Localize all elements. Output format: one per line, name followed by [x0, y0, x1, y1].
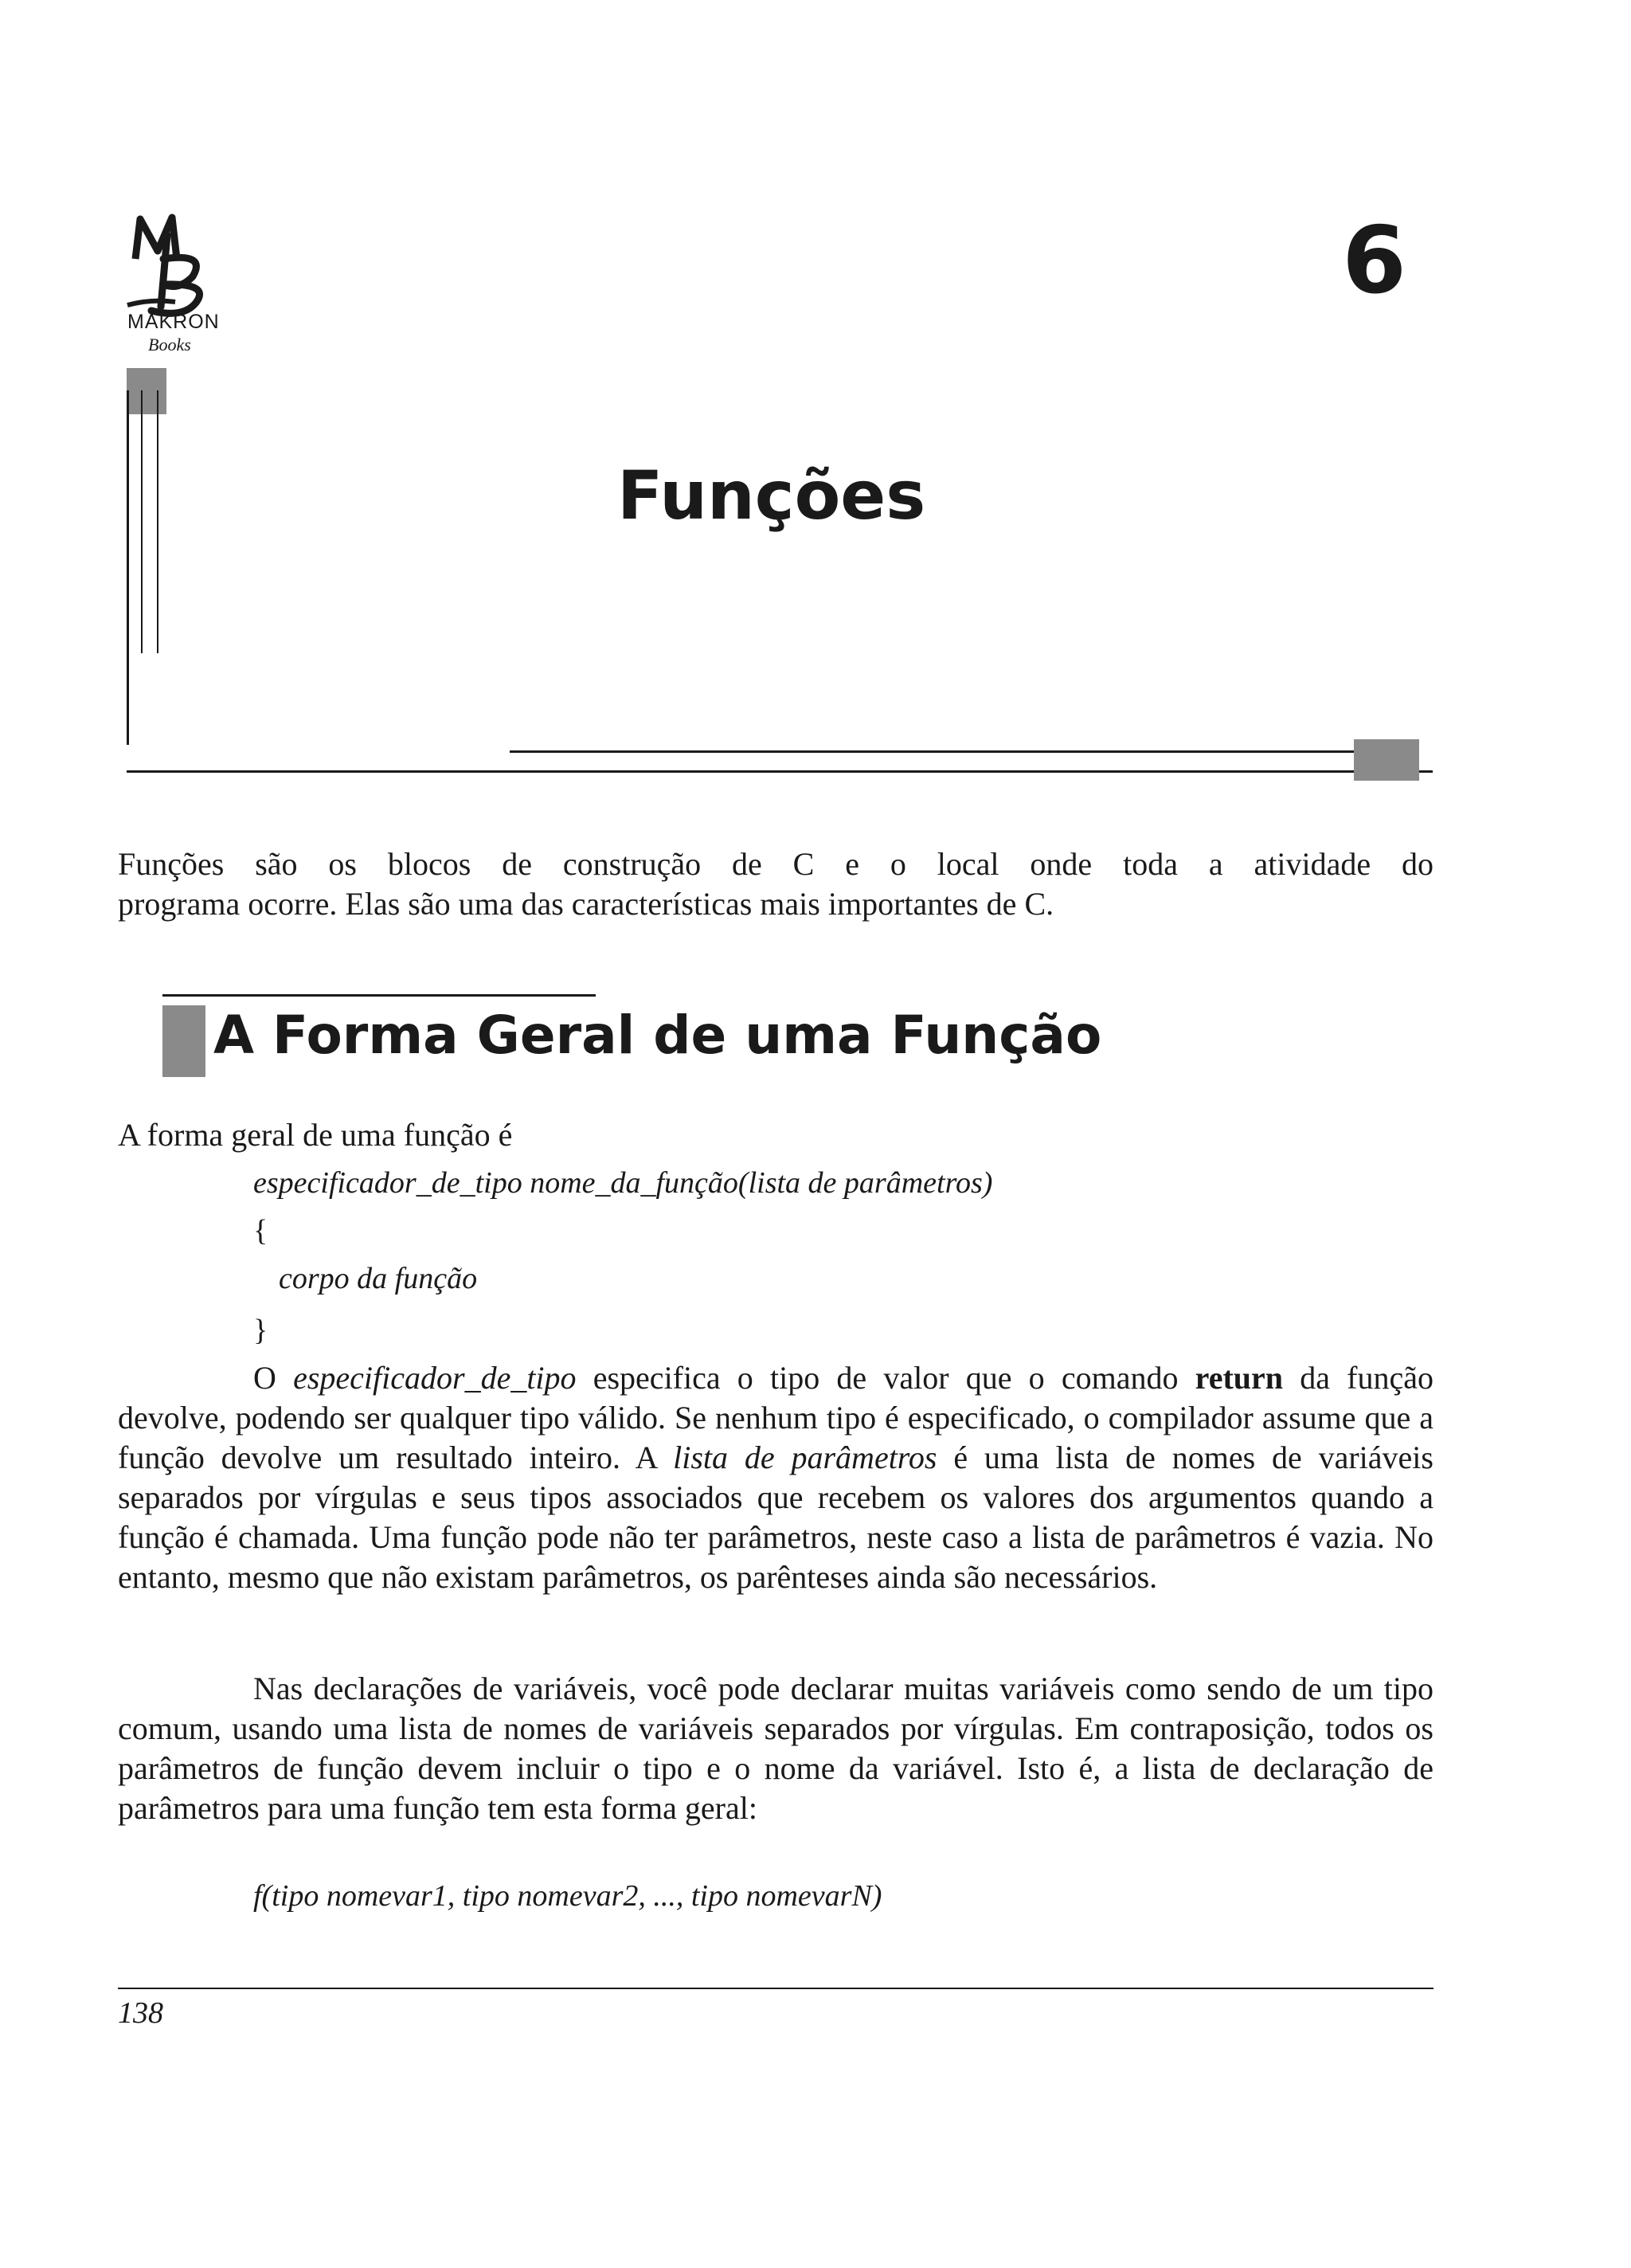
text-run: Nas declarações de variáveis, você pode declarar muitas variáveis como sendo de um tipo comum, usando uma lista de nomes de variáveis separados por vírgulas. Em contraposição, todos os parâmetros de função devem incluir o tipo e o nome da variável. Isto é, a lista de declaração de parâmetros para uma função tem esta forma geral:: [118, 1671, 1433, 1826]
decorative-rule: [157, 390, 158, 653]
code-prototype: f(tipo nomevar1, tipo nomevar2, ..., tipo nomevarN): [253, 1879, 882, 1913]
section-rule: [162, 994, 596, 997]
footer-rule: [118, 1988, 1433, 1989]
intro-line: Funções são os blocos de construção de C e o local onde toda a atividade do: [118, 846, 1433, 882]
chapter-number: 6: [1342, 207, 1406, 315]
text-run: é uma lista de nomes de variáveis separados por vírgulas e seus tipos associados que recebem os valores dos argumentos quando a função é chamada. Uma função pode não ter parâmetros, neste caso a lista de parâmetros é vazia. No entanto, mesmo que não existam parâmetros, os parênteses ainda são necessários.: [118, 1440, 1433, 1595]
term: especificador_de_tipo: [293, 1360, 577, 1396]
chapter-title: Funções: [617, 456, 926, 535]
publisher-name: MAKRON: [127, 311, 220, 333]
decorative-rule: [127, 770, 1433, 773]
code-signature: especificador_de_tipo nome_da_função(lista de parâmetros): [253, 1166, 993, 1200]
intro-paragraph: [118, 844, 1433, 924]
decorative-square: [127, 368, 166, 414]
text-run: da função devolve, podendo ser qualquer tipo válido. Se nenhum tipo é especificado, o compilador assume que a função devolve um resultado inteiro. A: [118, 1360, 1433, 1475]
form-intro: A forma geral de uma função é: [118, 1117, 513, 1153]
code-body: corpo da função: [279, 1262, 478, 1295]
section-heading: A Forma Geral de uma Função: [213, 1005, 1102, 1066]
publisher-subname: Books: [148, 335, 191, 354]
declarations-paragraph: [118, 1669, 1433, 1828]
term: lista de parâmetros: [673, 1440, 937, 1475]
decorative-square: [1354, 739, 1419, 781]
decorative-rule: [510, 750, 1362, 753]
publisher-logo-icon: [119, 203, 223, 323]
decorative-rule: [127, 390, 129, 745]
spec-paragraph: [118, 1358, 1433, 1597]
code-open-brace: {: [253, 1214, 268, 1248]
intro-line: programa ocorre. Elas são uma das características mais importantes de C.: [118, 886, 1054, 922]
keyword: return: [1195, 1360, 1284, 1396]
decorative-rule: [141, 390, 143, 653]
page-number: 138: [118, 1996, 163, 2030]
text-run: O: [253, 1360, 294, 1396]
section-square: [162, 1005, 205, 1077]
code-close-brace: }: [253, 1314, 268, 1347]
text-run: especifica o tipo de valor que o comando: [576, 1360, 1195, 1396]
